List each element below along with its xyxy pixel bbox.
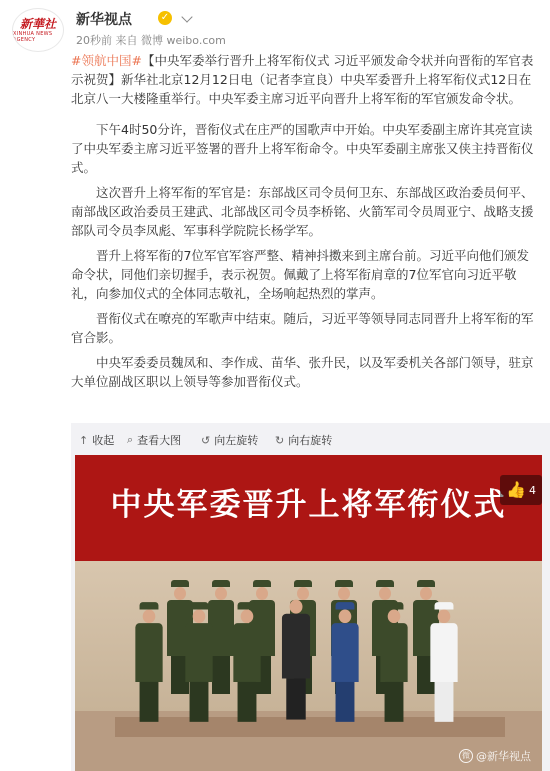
magnifier-icon: ⌕ (127, 433, 134, 446)
leader-figure (281, 596, 311, 719)
post-photo[interactable] (75, 455, 542, 771)
post-paragraph: 中央军委委员魏凤和、李作成、苗华、张升民，以及军委机关各部门领导，驻京大单位副战区职以上领导等参加晋衔仪式。 (71, 355, 534, 389)
collapse-button[interactable] (79, 432, 114, 448)
post-lead-text: 【中央军委举行晋升上将军衔仪式 习近平颁发命令状并向晋衔的军官表示祝贺】新华社北京12月12日电（记者李宣良）中央军委晋升上将军衔仪式12日在北京八一大楼隆重举行。中央军委主席习近平向晋升上将军衔的军官颁发命令状。 (71, 53, 534, 106)
post-paragraph: 下午4时50分许，晋衔仪式在庄严的国歌声中开始。中央军委副主席许其亮宣读了中央军委主席习近平签署的晋升上将军衔命令。中央军委副主席张又侠主持晋衔仪式。 (71, 122, 534, 175)
avatar-logo-text: 新華社 (19, 16, 56, 31)
watermark-text: @新华视点 (476, 750, 531, 763)
rotate-right-label: 向右旋转 (288, 434, 333, 447)
post-body (71, 51, 541, 397)
media-toolbar (71, 423, 550, 455)
post-paragraph: 晋衔仪式在嘹亮的军歌声中结束。随后，习近平等领导同志同晋升上将军衔的军官合影。 (71, 311, 534, 345)
like-count: 4 (528, 483, 536, 497)
weibo-logo-icon: 微 (459, 749, 473, 763)
photo-like-button[interactable] (500, 475, 542, 505)
username-link[interactable]: 新华视点 (76, 12, 132, 28)
post-header (0, 0, 550, 50)
photo-banner (75, 455, 542, 561)
thumbs-up-icon: 👍 (506, 480, 526, 499)
banner-text: 中央军委晋升上将军衔仪式 (110, 487, 507, 523)
avatar-logo-subtext: XINHUA NEWS AGENCY (13, 30, 53, 43)
topic-link[interactable]: #领航中国# (71, 53, 142, 68)
collapse-label: 收起 (92, 434, 115, 447)
rotate-left-icon: ↺ (201, 433, 211, 447)
verified-badge-icon: ✓ (158, 11, 172, 25)
rotate-right-icon: ↻ (275, 433, 285, 447)
officer-figure (184, 602, 213, 722)
officer-figure (232, 602, 261, 722)
post-lead-paragraph (71, 51, 541, 108)
officer-figure (379, 602, 408, 722)
rotate-left-label: 向左旋转 (214, 434, 259, 447)
air-force-officer-figure (330, 602, 359, 722)
avatar[interactable] (12, 8, 64, 52)
view-large-label: 查看大图 (137, 434, 182, 447)
rotate-right-button[interactable] (275, 432, 332, 448)
chevron-down-icon[interactable] (181, 11, 192, 22)
media-box (71, 423, 550, 771)
post-paragraph: 晋升上将军衔的7位军官军容严整、精神抖擞来到主席台前。习近平向他们颁发命令状，同他们亲切握手，表示祝贺。佩戴了上将军衔肩章的7位军官向习近平敬礼，向参加仪式的全体同志敬礼，全场响起热烈的掌声。 (71, 248, 529, 301)
view-large-button[interactable] (127, 432, 181, 448)
photo-watermark (459, 748, 531, 764)
rotate-left-button[interactable] (201, 432, 258, 448)
navy-officer-figure (429, 602, 458, 722)
post-paragraph: 这次晋升上将军衔的军官是：东部战区司令员何卫东、东部战区政治委员何平、南部战区政治委员王建武、北部战区司令员李桥铭、火箭军司令员周亚宁、战略支援部队司令员李凤彪、军事科学院院长杨学军。 (71, 185, 534, 238)
officer-figure (134, 602, 163, 722)
arrow-up-icon: ↑ (79, 433, 89, 447)
post-meta: 20秒前 来自 微博 weibo.com (76, 34, 226, 47)
